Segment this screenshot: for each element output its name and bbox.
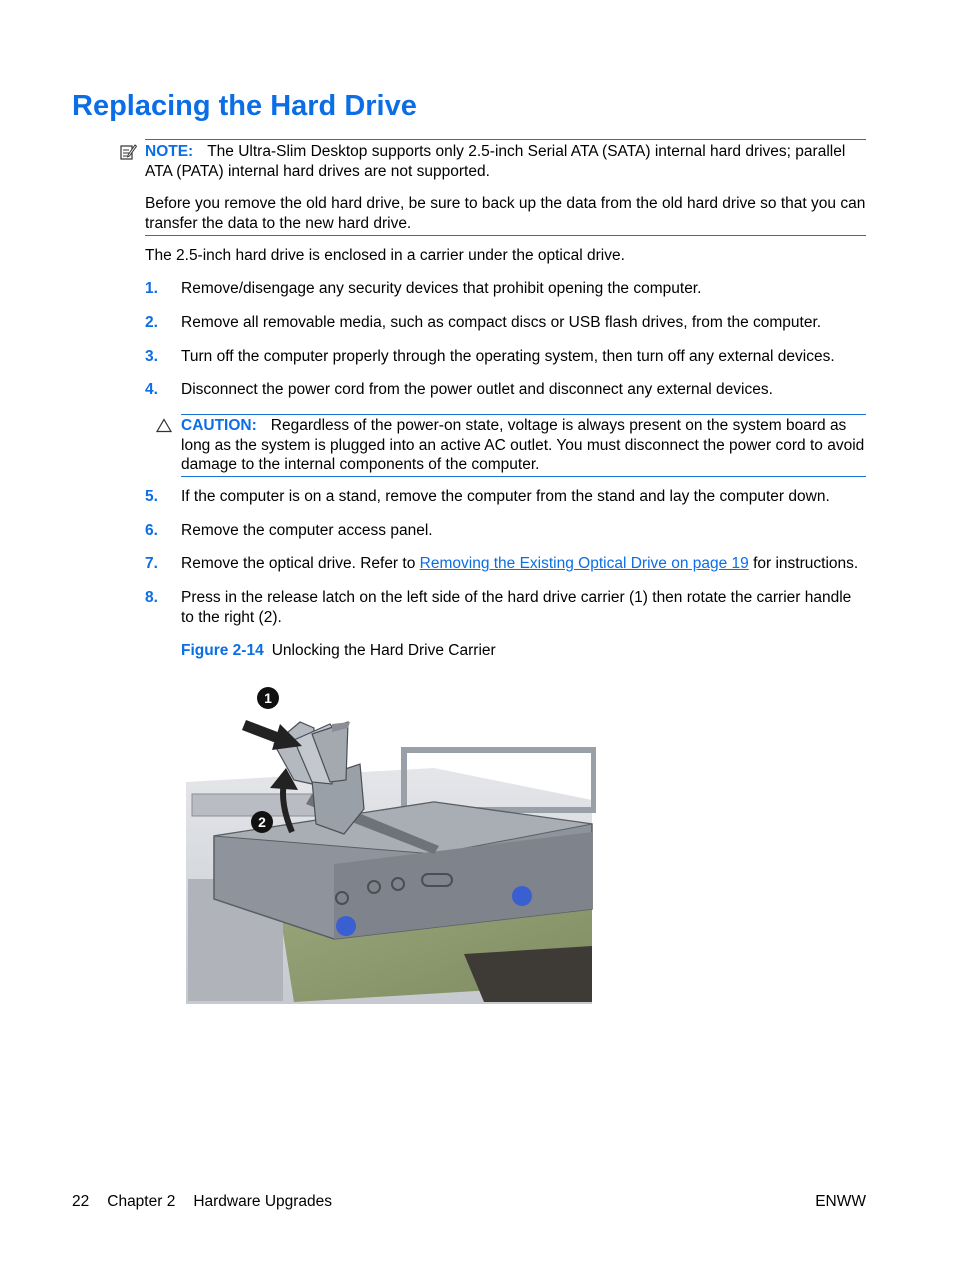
figure-caption <box>181 641 496 661</box>
step-text: Disconnect the power cord from the power outlet and disconnect any external devices. <box>181 381 773 398</box>
callout-1-label: 1 <box>264 690 272 706</box>
page-title: Replacing the Hard Drive <box>72 90 417 122</box>
step-text-before-link: Remove the optical drive. Refer to <box>181 555 416 572</box>
callout-2-label: 2 <box>258 814 266 830</box>
note-box <box>145 139 866 236</box>
footer-chapter: Chapter 2 <box>107 1193 176 1210</box>
step-text-after-link: for instructions. <box>753 555 859 572</box>
footer-right: ENWW <box>815 1193 866 1210</box>
callout-1-badge <box>257 687 279 709</box>
step-text: If the computer is on a stand, remove the computer from the stand and lay the computer down. <box>181 488 830 505</box>
callout-2-badge <box>251 811 273 833</box>
step-text: Remove the computer access panel. <box>181 522 433 539</box>
step-number: 4. <box>145 381 158 398</box>
step-number: 1. <box>145 280 158 297</box>
caution-text: Regardless of the power-on state, voltage is always present on the system board as long as the system is plugged into an active AC outlet. You must disconnect the power cord to avoid damage to the internal components of the computer. <box>181 417 865 473</box>
optical-drive-link[interactable]: Removing the Existing Optical Drive on page 19 <box>419 555 749 572</box>
caution-box <box>181 414 866 477</box>
step-1 <box>145 279 866 299</box>
note-icon <box>119 143 137 161</box>
step-text: Remove all removable media, such as compact discs or USB flash drives, from the computer. <box>181 314 822 331</box>
intro-text: The 2.5-inch hard drive is enclosed in a carrier under the optical drive. <box>145 247 625 264</box>
step-text: Turn off the computer properly through the operating system, then turn off any external devices. <box>181 348 835 365</box>
hard-drive-carrier-illustration <box>184 684 596 1006</box>
step-text: Remove/disengage any security devices that prohibit opening the computer. <box>181 280 702 297</box>
step-5 <box>145 487 866 507</box>
note-label: NOTE: <box>145 143 194 160</box>
step-2 <box>145 313 866 333</box>
step-4 <box>145 380 866 400</box>
footer-left <box>72 1193 332 1211</box>
caution-label: CAUTION: <box>181 417 257 434</box>
step-6 <box>145 521 866 541</box>
caution-icon <box>156 418 172 433</box>
step-8 <box>145 588 866 627</box>
footer-chapter-title: Hardware Upgrades <box>193 1193 333 1210</box>
step-number: 8. <box>145 589 158 606</box>
note-paragraph-2: Before you remove the old hard drive, be sure to back up the data from the old hard drive so that you can transfer the data to the new hard drive. <box>145 195 866 232</box>
page-number: 22 <box>72 1193 90 1210</box>
step-number: 3. <box>145 348 158 365</box>
figure-caption-text: Unlocking the Hard Drive Carrier <box>271 642 496 659</box>
note-paragraph-1 <box>145 142 866 182</box>
step-text <box>181 554 866 574</box>
step-number: 5. <box>145 488 158 505</box>
figure-label: Figure 2-14 <box>181 642 264 659</box>
step-7 <box>145 554 866 574</box>
step-text: Press in the release latch on the left side of the hard drive carrier (1) then rotate the carrier handle to the right (2). <box>181 589 852 626</box>
step-3 <box>145 347 866 367</box>
step-number: 6. <box>145 522 158 539</box>
step-number: 2. <box>145 314 158 331</box>
note-text-1: The Ultra-Slim Desktop supports only 2.5-inch Serial ATA (SATA) internal hard drives; parallel ATA (PATA) internal hard drives are not supported. <box>145 143 846 180</box>
step-number: 7. <box>145 555 158 572</box>
